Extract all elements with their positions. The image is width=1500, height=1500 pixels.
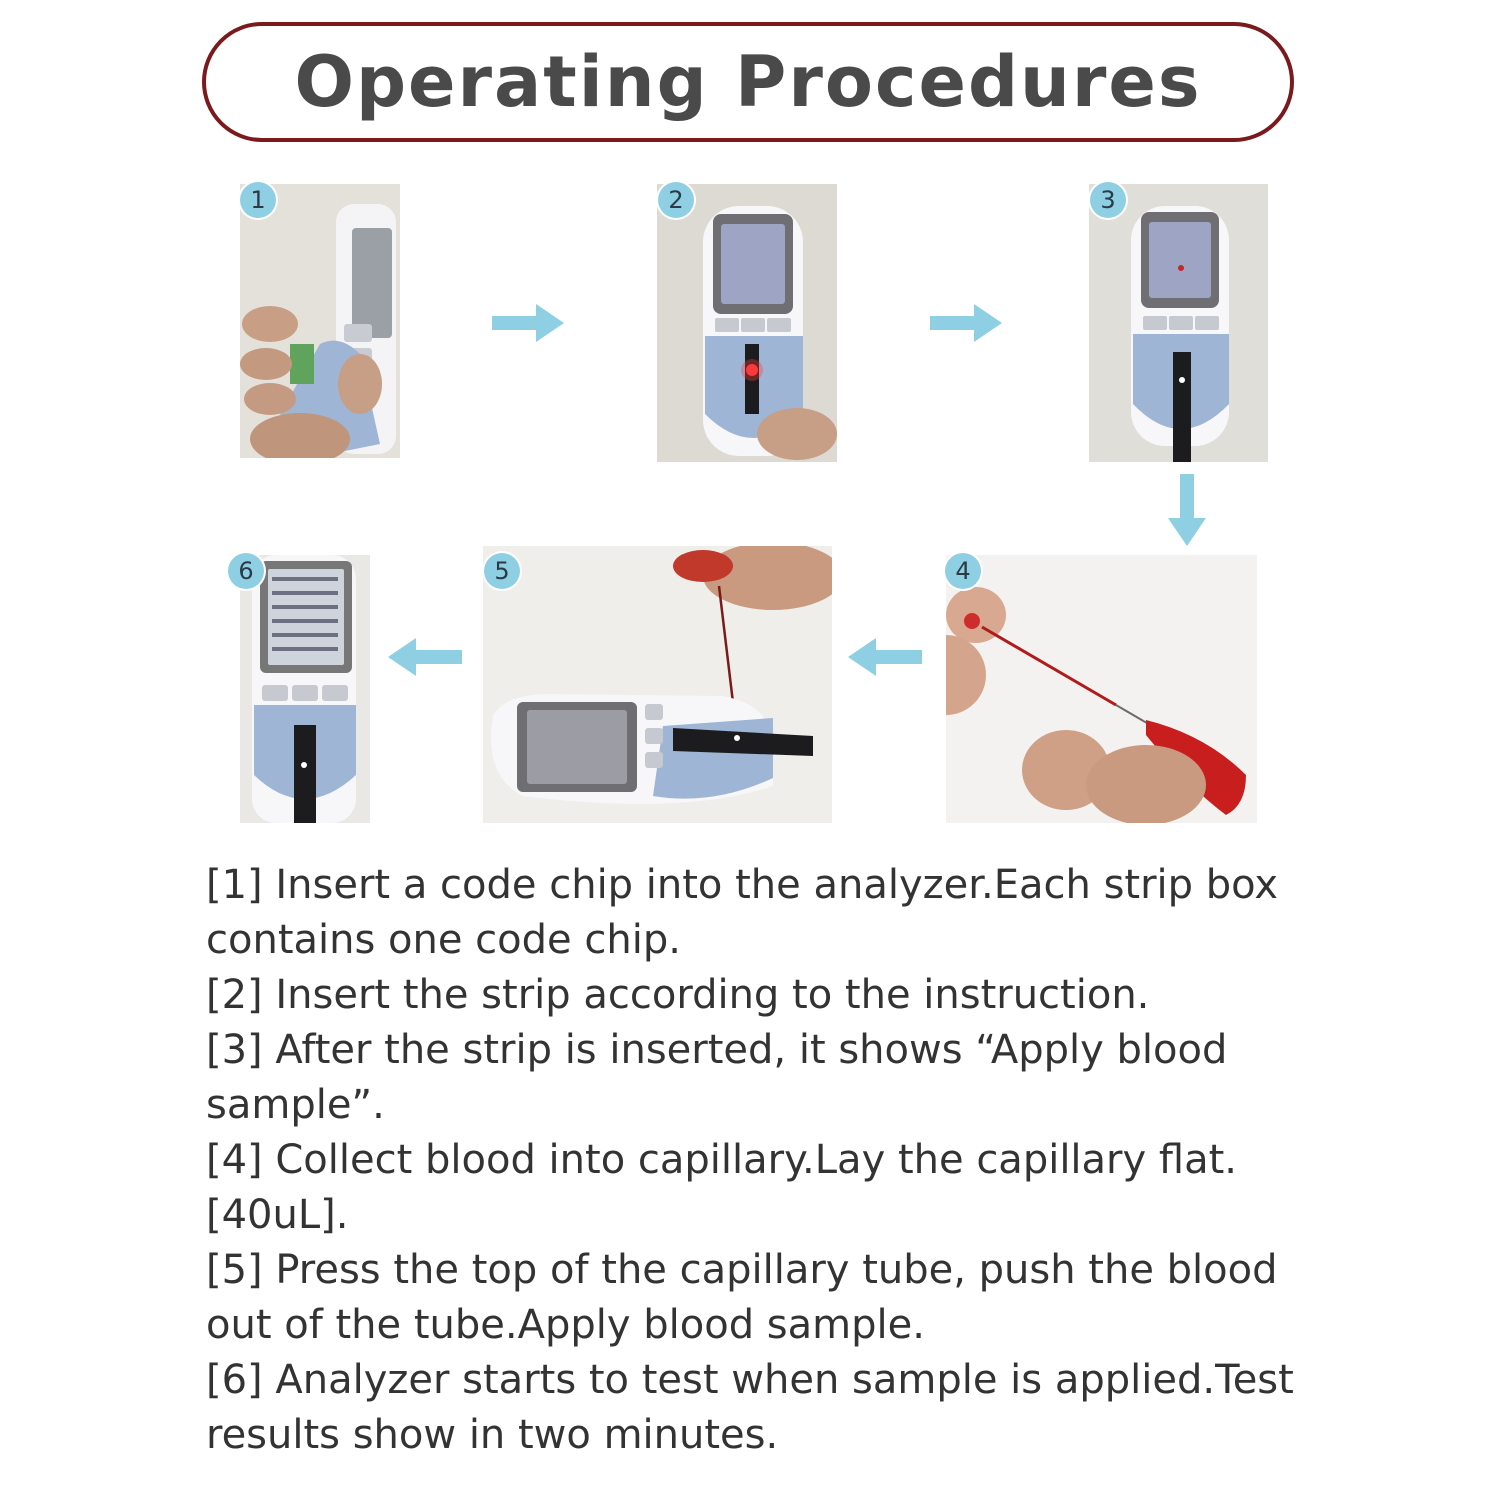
arrow-down-icon (1166, 474, 1208, 546)
instruction-step-6: [6] Analyzer starts to test when sample is applied.Test results show in two minutes. (206, 1357, 1294, 1458)
apply-sample-illustration (483, 546, 832, 823)
step-1-photo (240, 184, 400, 458)
instruction-step-4: [4] Collect blood into capillary.Lay the capillary flat.[40uL]. (206, 1137, 1237, 1238)
analyzer-front-illustration (1089, 184, 1268, 462)
step-1-badge: 1 (240, 182, 276, 218)
analyzer-side-illustration (240, 184, 400, 458)
title-banner (202, 22, 1294, 142)
arrow-left-icon (388, 636, 462, 678)
instruction-step-5: [5] Press the top of the capillary tube, push the blood out of the tube.Apply blood sample. (206, 1247, 1278, 1348)
step-3-badge: 3 (1090, 182, 1126, 218)
step-6-photo (240, 555, 370, 823)
instruction-step-2: [2] Insert the strip according to the instruction. (206, 972, 1150, 1018)
step-5-photo (483, 546, 832, 823)
step-4-badge: 4 (945, 553, 981, 589)
arrow-right-icon (930, 302, 1002, 344)
arrow-right-icon (492, 302, 564, 344)
step-2-badge: 2 (658, 182, 694, 218)
step-3-photo (1089, 184, 1268, 462)
step-2-photo (657, 184, 837, 462)
step-4-photo (946, 555, 1257, 823)
results-screen-illustration (240, 555, 370, 823)
step-5-badge: 5 (484, 553, 520, 589)
instruction-step-1: [1] Insert a code chip into the analyzer.Each strip box contains one code chip. (206, 862, 1279, 963)
capillary-collection-illustration (946, 555, 1257, 823)
instructions-list (206, 858, 1316, 1463)
page-title: Operating Procedures (294, 41, 1202, 123)
step-6-badge: 6 (228, 553, 264, 589)
instruction-step-3: [3] After the strip is inserted, it shows “Apply blood sample”. (206, 1027, 1228, 1128)
analyzer-front-illustration (657, 184, 837, 462)
arrow-left-icon (848, 636, 922, 678)
